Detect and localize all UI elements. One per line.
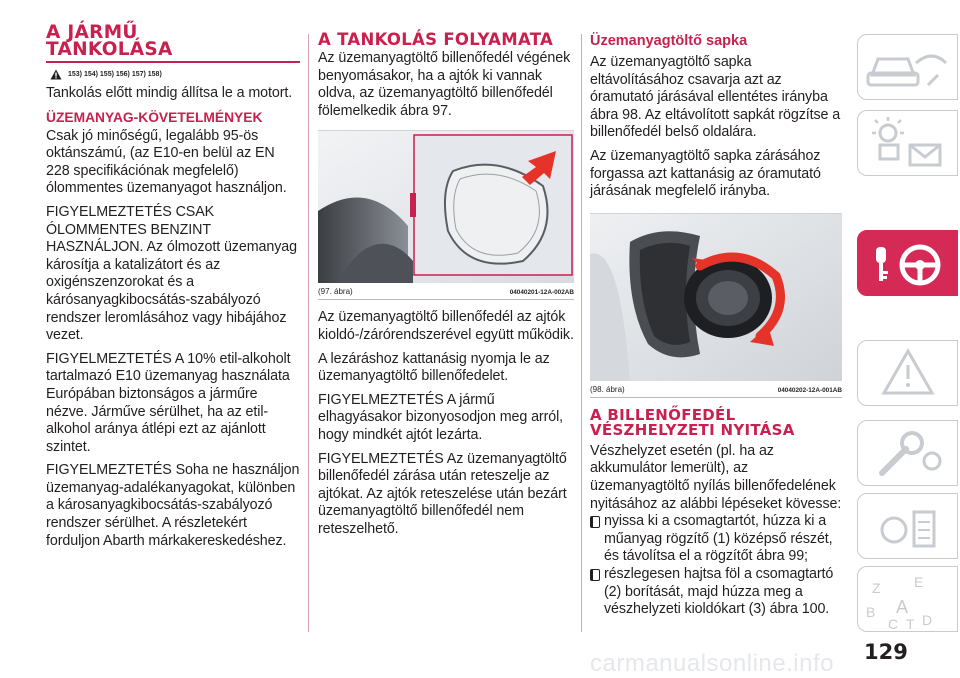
paragraph: Vészhelyzet esetén (pl. ha az akkumulátor lemerült), az üzemanyagtöltő nyílás billenőfedelének nyitásához az alábbi lépéseket kövesse: bbox=[590, 442, 842, 512]
maintenance-wrench-icon bbox=[858, 421, 959, 487]
heading-line: VÉSZHELYZETI NYITÁSA bbox=[590, 420, 795, 439]
svg-text:C: C bbox=[888, 616, 899, 632]
tab-dashboard[interactable] bbox=[857, 34, 958, 100]
tab-warning-lights[interactable] bbox=[857, 110, 958, 176]
figure-97-fuel-flap-image bbox=[318, 130, 574, 283]
title-underline bbox=[46, 61, 300, 63]
figure-label: (97. ábra) bbox=[318, 287, 353, 297]
paragraph: Az üzemanyagtöltő sapka eltávolításához csavarja azt az óramutató járásával ellentétes irányba ábra 98. Az eltávolított sapkát rögzítse a billenőfedél belső oldalára. bbox=[590, 54, 841, 141]
section-heading bbox=[590, 405, 842, 439]
fuel-flap-illustration bbox=[318, 131, 574, 283]
list-item-text: nyissa ki a csomagtartót, húzza ki a műanyag rögzítő (1) középső részét, és távolítsa el a rögzítőt ábra 99; bbox=[604, 513, 833, 565]
paragraph: FIGYELMEZTETÉS A 10% etil-alkoholt tartalmazó E10 üzemanyag használata Európában biztonságos a járműre nézve. Járműve sérülhet, ha az etil-alkohol aránya átlépi ezt az ajánlott szintet. bbox=[46, 350, 291, 455]
paragraph: Csak jó minőségű, legalább 95-ös oktánszámú, (az E10-en belül az EN 228 specifikációnak megfelelő) ólommentes üzemanyagot használjon. bbox=[46, 127, 287, 197]
list-item-text: részlegesen hajtsa föl a csomagtartó (2) borítását, majd húzza meg a vészhelyzeti kioldókart (3) ábra 100. bbox=[604, 565, 834, 618]
index-letters-icon bbox=[858, 567, 959, 633]
column-middle bbox=[318, 20, 574, 545]
figure-caption bbox=[318, 283, 574, 300]
tab-index[interactable] bbox=[857, 566, 958, 632]
tab-emergency[interactable] bbox=[857, 340, 958, 406]
paragraph: FIGYELMEZTETÉS A jármű elhagyásakor bizonyosodjon meg arról, hogy mindkét ajtót lezárta. bbox=[318, 391, 564, 443]
fuel-cap-illustration bbox=[590, 214, 842, 381]
bullet-box-icon bbox=[590, 569, 600, 581]
svg-text:Z: Z bbox=[872, 580, 881, 596]
heading-line: A BILLENŐFEDÉL bbox=[590, 405, 736, 424]
key-steering-wheel-icon bbox=[858, 231, 959, 297]
title-line: A JÁRMŰ bbox=[46, 22, 138, 43]
column-divider bbox=[308, 34, 309, 632]
watermark-text: carmanualsonline.info bbox=[590, 650, 834, 677]
tab-starting-driving[interactable] bbox=[857, 230, 958, 296]
warning-references bbox=[50, 69, 300, 80]
figure-label: (98. ábra) bbox=[590, 384, 625, 394]
subheading: ÜZEMANYAG-KÖVETELMÉNYEK bbox=[46, 109, 263, 125]
column-divider bbox=[581, 34, 582, 632]
paragraph: FIGYELMEZTETÉS Az üzemanyagtöltő billenőfedél zárása után reteszelje az ajtókat. Az ajtók reteszelése után bezárt üzemanyagtöltő billenőfedél nem reteszelhető. bbox=[318, 450, 567, 537]
paragraph: A lezáráshoz kattanásig nyomja le az üzemanyagtöltő billenőfedelet. bbox=[318, 350, 550, 385]
column-right bbox=[590, 20, 842, 619]
subheading: Üzemanyagtöltő sapka bbox=[590, 33, 748, 49]
intro-text: Tankolás előtt mindig állítsa le a motort. bbox=[46, 85, 293, 101]
section-title bbox=[46, 24, 300, 58]
paragraph: Az üzemanyagtöltő sapka zárásához forgassa azt kattanásig az óramutató járásának megfelelő irányba. bbox=[590, 147, 821, 200]
bullet-box-icon bbox=[590, 516, 600, 528]
figure-code: 04040201-12A-002AB bbox=[509, 289, 574, 297]
paragraph: FIGYELMEZTETÉS Soha ne használjon üzemanyag-adalékanyagokat, különben a károsanyagkibocsátás-szabályozó rendszer sérülhet. A részletekért forduljon Abarth márkakereskedéshez. bbox=[46, 462, 300, 549]
figure-code: 04040202-12A-001AB bbox=[777, 386, 842, 394]
paragraph: Az üzemanyagtöltő billenőfedél végének benyomásakor, ha a ajtók ki vannak oldva, az üzemanyagtöltő billenőfedél fölemelkedik ábra 97. bbox=[318, 50, 571, 119]
title-line: TANKOLÁSA bbox=[46, 39, 173, 60]
svg-text:T: T bbox=[906, 616, 915, 632]
tab-maintenance[interactable] bbox=[857, 420, 958, 486]
paragraph: Az üzemanyagtöltő billenőfedél az ajtók kioldó-/zárórendszerével együtt működik. bbox=[318, 309, 574, 343]
paragraph: FIGYELMEZTETÉS CSAK ÓLOMMENTES BENZINT HASZNÁLJON. Az ólmozott üzemanyag károsítja a katalizátort és az oxigénszenzorokat és a kárósanyagkibocsátás-szabályozó rendszer leromlásához vagy hibájához vezet. bbox=[46, 203, 297, 344]
figure-98-fuel-cap-image bbox=[590, 213, 842, 381]
warning-refs-text: 153) 154) 155) 156) 157) 158) bbox=[68, 71, 162, 78]
section-heading: A TANKOLÁS FOLYAMATA bbox=[318, 30, 554, 49]
page-number: 129 bbox=[864, 640, 908, 664]
warning-lights-icon bbox=[858, 111, 959, 177]
svg-text:B: B bbox=[866, 604, 876, 620]
svg-text:A: A bbox=[896, 597, 909, 617]
emergency-triangle-icon bbox=[858, 341, 959, 407]
column-left bbox=[46, 20, 300, 556]
technical-data-icon bbox=[858, 494, 959, 560]
car-dashboard-icon bbox=[858, 35, 959, 101]
warning-triangle-icon bbox=[50, 69, 62, 80]
list-item bbox=[590, 513, 842, 566]
svg-text:D: D bbox=[922, 612, 933, 628]
figure-caption bbox=[590, 381, 842, 398]
svg-text:E: E bbox=[914, 574, 924, 590]
tab-technical-data[interactable] bbox=[857, 493, 958, 559]
list-item bbox=[590, 566, 842, 619]
